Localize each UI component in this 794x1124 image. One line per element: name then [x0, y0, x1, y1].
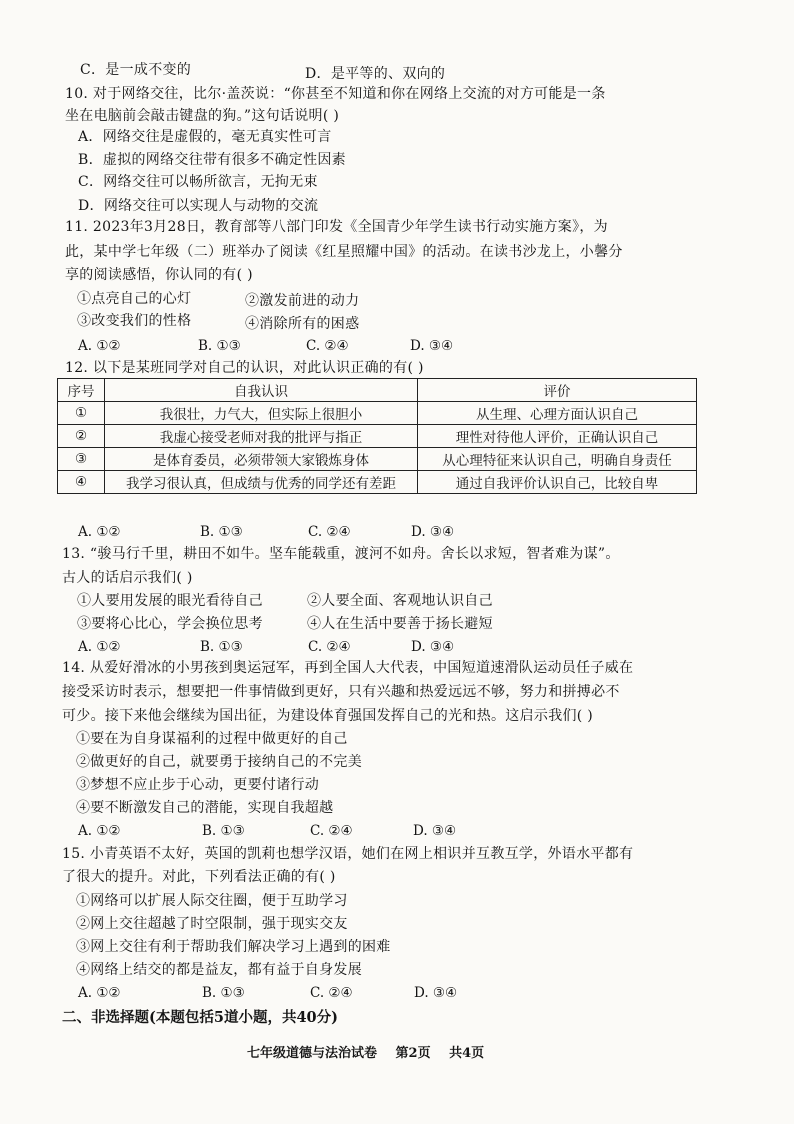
- q10-option-d: D．网络交往可以实现人与动物的交流: [78, 198, 319, 214]
- table-row: [58, 402, 697, 425]
- option-d-prev: D．是平等的、双向的: [305, 66, 446, 82]
- table-cell: 从心理特征来认识自己，明确自身责任: [418, 448, 697, 471]
- q14-item-1: ①要在为自身谋福利的过程中做更好的自己: [76, 731, 348, 747]
- table-cell: 我很壮，力气大，但实际上很胆小: [105, 402, 418, 425]
- table-row: [58, 471, 697, 494]
- q15-item-4: ④网络上结交的都是益友，都有益于自身发展: [76, 962, 362, 978]
- table-cell: 从生理、心理方面认识自己: [418, 402, 697, 425]
- q10-stem-line2: 坐在电脑前会敲击键盘的狗。”这句话说明( ): [65, 108, 340, 124]
- q13-item-3: ③要将心比心，学会换位思考: [77, 616, 263, 632]
- q14-item-3: ③梦想不应止步于心动，更要付诸行动: [76, 777, 320, 793]
- q11-stem-line2: 此，某中学七年级（二）班举办了阅读《红星照耀中国》的活动。在读书沙龙上，小馨分: [65, 244, 623, 260]
- q10-option-b: B．虚拟的网络交往带有很多不确定性因素: [78, 152, 346, 168]
- q15-item-2: ②网上交往超越了时空限制，强于现实交友: [76, 916, 348, 932]
- q15-item-3: ③网上交往有利于帮助我们解决学习上遇到的困难: [76, 939, 391, 955]
- table-header-self: 自我认识: [105, 379, 418, 402]
- q14-choice-c: C. ②④: [310, 823, 353, 839]
- table-cell: 通过自我评价认识自己，比较自卑: [418, 471, 697, 494]
- q11-choice-d: D. ③④: [410, 338, 454, 354]
- q15-choice-d: D. ③④: [414, 985, 458, 1001]
- q14-choice-d: D. ③④: [413, 823, 457, 839]
- q13-stem-line2: 古人的话启示我们( ): [62, 570, 193, 586]
- q11-item-3: ③改变我们的性格: [77, 313, 192, 329]
- q12-choice-a: A. ①②: [78, 524, 121, 540]
- q14-choice-a: A. ①②: [78, 823, 121, 839]
- q10-stem-line1: 10. 对于网络交往，比尔·盖茨说：“你甚至不知道和你在网络上交流的对方可能是一条: [65, 86, 606, 102]
- table-cell: ③: [58, 448, 105, 471]
- table-row: [58, 448, 697, 471]
- q12-table: [57, 378, 697, 494]
- table-cell: ①: [58, 402, 105, 425]
- q15-choice-a: A. ①②: [78, 985, 121, 1001]
- q13-choice-b: B. ①③: [200, 639, 243, 655]
- q15-choice-b: B. ①③: [202, 985, 245, 1001]
- q11-choice-b: B. ①③: [198, 338, 241, 354]
- q10-option-c: C．网络交往可以畅所欲言，无拘无束: [78, 174, 318, 190]
- q15-stem-line2: 了很大的提升。对此，下列看法正确的有( ): [62, 869, 336, 885]
- table-cell: ④: [58, 471, 105, 494]
- table-cell: 我学习很认真，但成绩与优秀的同学还有差距: [105, 471, 418, 494]
- q11-stem-line3: 享的阅读感悟，你认同的有( ): [65, 267, 253, 283]
- q12-choice-b: B. ①③: [200, 524, 243, 540]
- q14-item-4: ④要不断激发自己的潜能，实现自我超越: [76, 800, 334, 816]
- q13-item-2: ②人要全面、客观地认识自己: [307, 593, 493, 609]
- q10-option-a: A．网络交往是虚假的，毫无真实性可言: [78, 129, 332, 145]
- q13-choice-a: A. ①②: [78, 639, 121, 655]
- q14-stem-line3: 可少。接下来他会继续为国出征，为建设体育强国发挥自己的光和热。这启示我们( ): [62, 708, 594, 724]
- q13-choice-c: C. ②④: [308, 639, 351, 655]
- table-row: [58, 425, 697, 448]
- q12-choice-d: D. ③④: [411, 524, 455, 540]
- table-header-index: 序号: [58, 379, 105, 402]
- q14-choice-b: B. ①③: [202, 823, 245, 839]
- table-cell: 我虚心接受老师对我的批评与指正: [105, 425, 418, 448]
- table-header-eval: 评价: [418, 379, 697, 402]
- table-cell: ②: [58, 425, 105, 448]
- q14-stem-line1: 14. 从爱好滑冰的小男孩到奥运冠军，再到全国人大代表，中国短道速滑队运动员任子威在: [62, 660, 634, 676]
- q11-choice-c: C. ②④: [306, 338, 349, 354]
- q15-item-1: ①网络可以扩展人际交往圈，便于互助学习: [76, 893, 348, 909]
- q13-item-1: ①人要用发展的眼光看待自己: [77, 593, 263, 609]
- page-footer: [247, 1042, 498, 1061]
- q15-choice-c: C. ②④: [310, 985, 353, 1001]
- table-cell: 是体育委员，必须带领大家锻炼身体: [105, 448, 418, 471]
- q13-stem-line1: 13. “骏马行千里，耕田不如牛。坚车能载重，渡河不如舟。舍长以求短，智者难为谋”。: [62, 546, 620, 562]
- q13-choice-d: D. ③④: [411, 639, 455, 655]
- footer-page: 第2页: [395, 1046, 431, 1061]
- q12-choice-c: C. ②④: [308, 524, 351, 540]
- q14-item-2: ②做更好的自己，就要勇于接纳自己的不完美: [76, 754, 362, 770]
- q13-item-4: ④人在生活中要善于扬长避短: [307, 616, 493, 632]
- q11-item-1: ①点亮自己的心灯: [77, 291, 192, 307]
- table-header-row: [58, 379, 697, 402]
- footer-subject: 七年级道德与法治试卷: [247, 1046, 378, 1061]
- section-heading: 二、非选择题(本题包括5道小题，共40分): [62, 1009, 338, 1026]
- option-c-prev: C．是一成不变的: [80, 62, 192, 78]
- q11-stem-line1: 11. 2023年3月28日，教育部等八部门印发《全国青少年学生读书行动实施方案》，为: [65, 219, 608, 235]
- q14-stem-line2: 接受采访时表示，想要把一件事情做到更好，只有兴趣和热爱远远不够，努力和拼搏必不: [62, 684, 620, 700]
- q11-choice-a: A. ①②: [78, 338, 121, 354]
- footer-total: 共4页: [449, 1046, 485, 1061]
- q11-item-2: ②激发前进的动力: [245, 293, 360, 309]
- q12-stem: 12. 以下是某班同学对自己的认识，对此认识正确的有( ): [65, 360, 424, 376]
- q15-stem-line1: 15. 小青英语不太好，英国的凯莉也想学汉语，她们在网上相识并互教互学，外语水平都有: [62, 846, 634, 862]
- table-cell: 理性对待他人评价，正确认识自己: [418, 425, 697, 448]
- q11-item-4: ④消除所有的困惑: [245, 316, 360, 332]
